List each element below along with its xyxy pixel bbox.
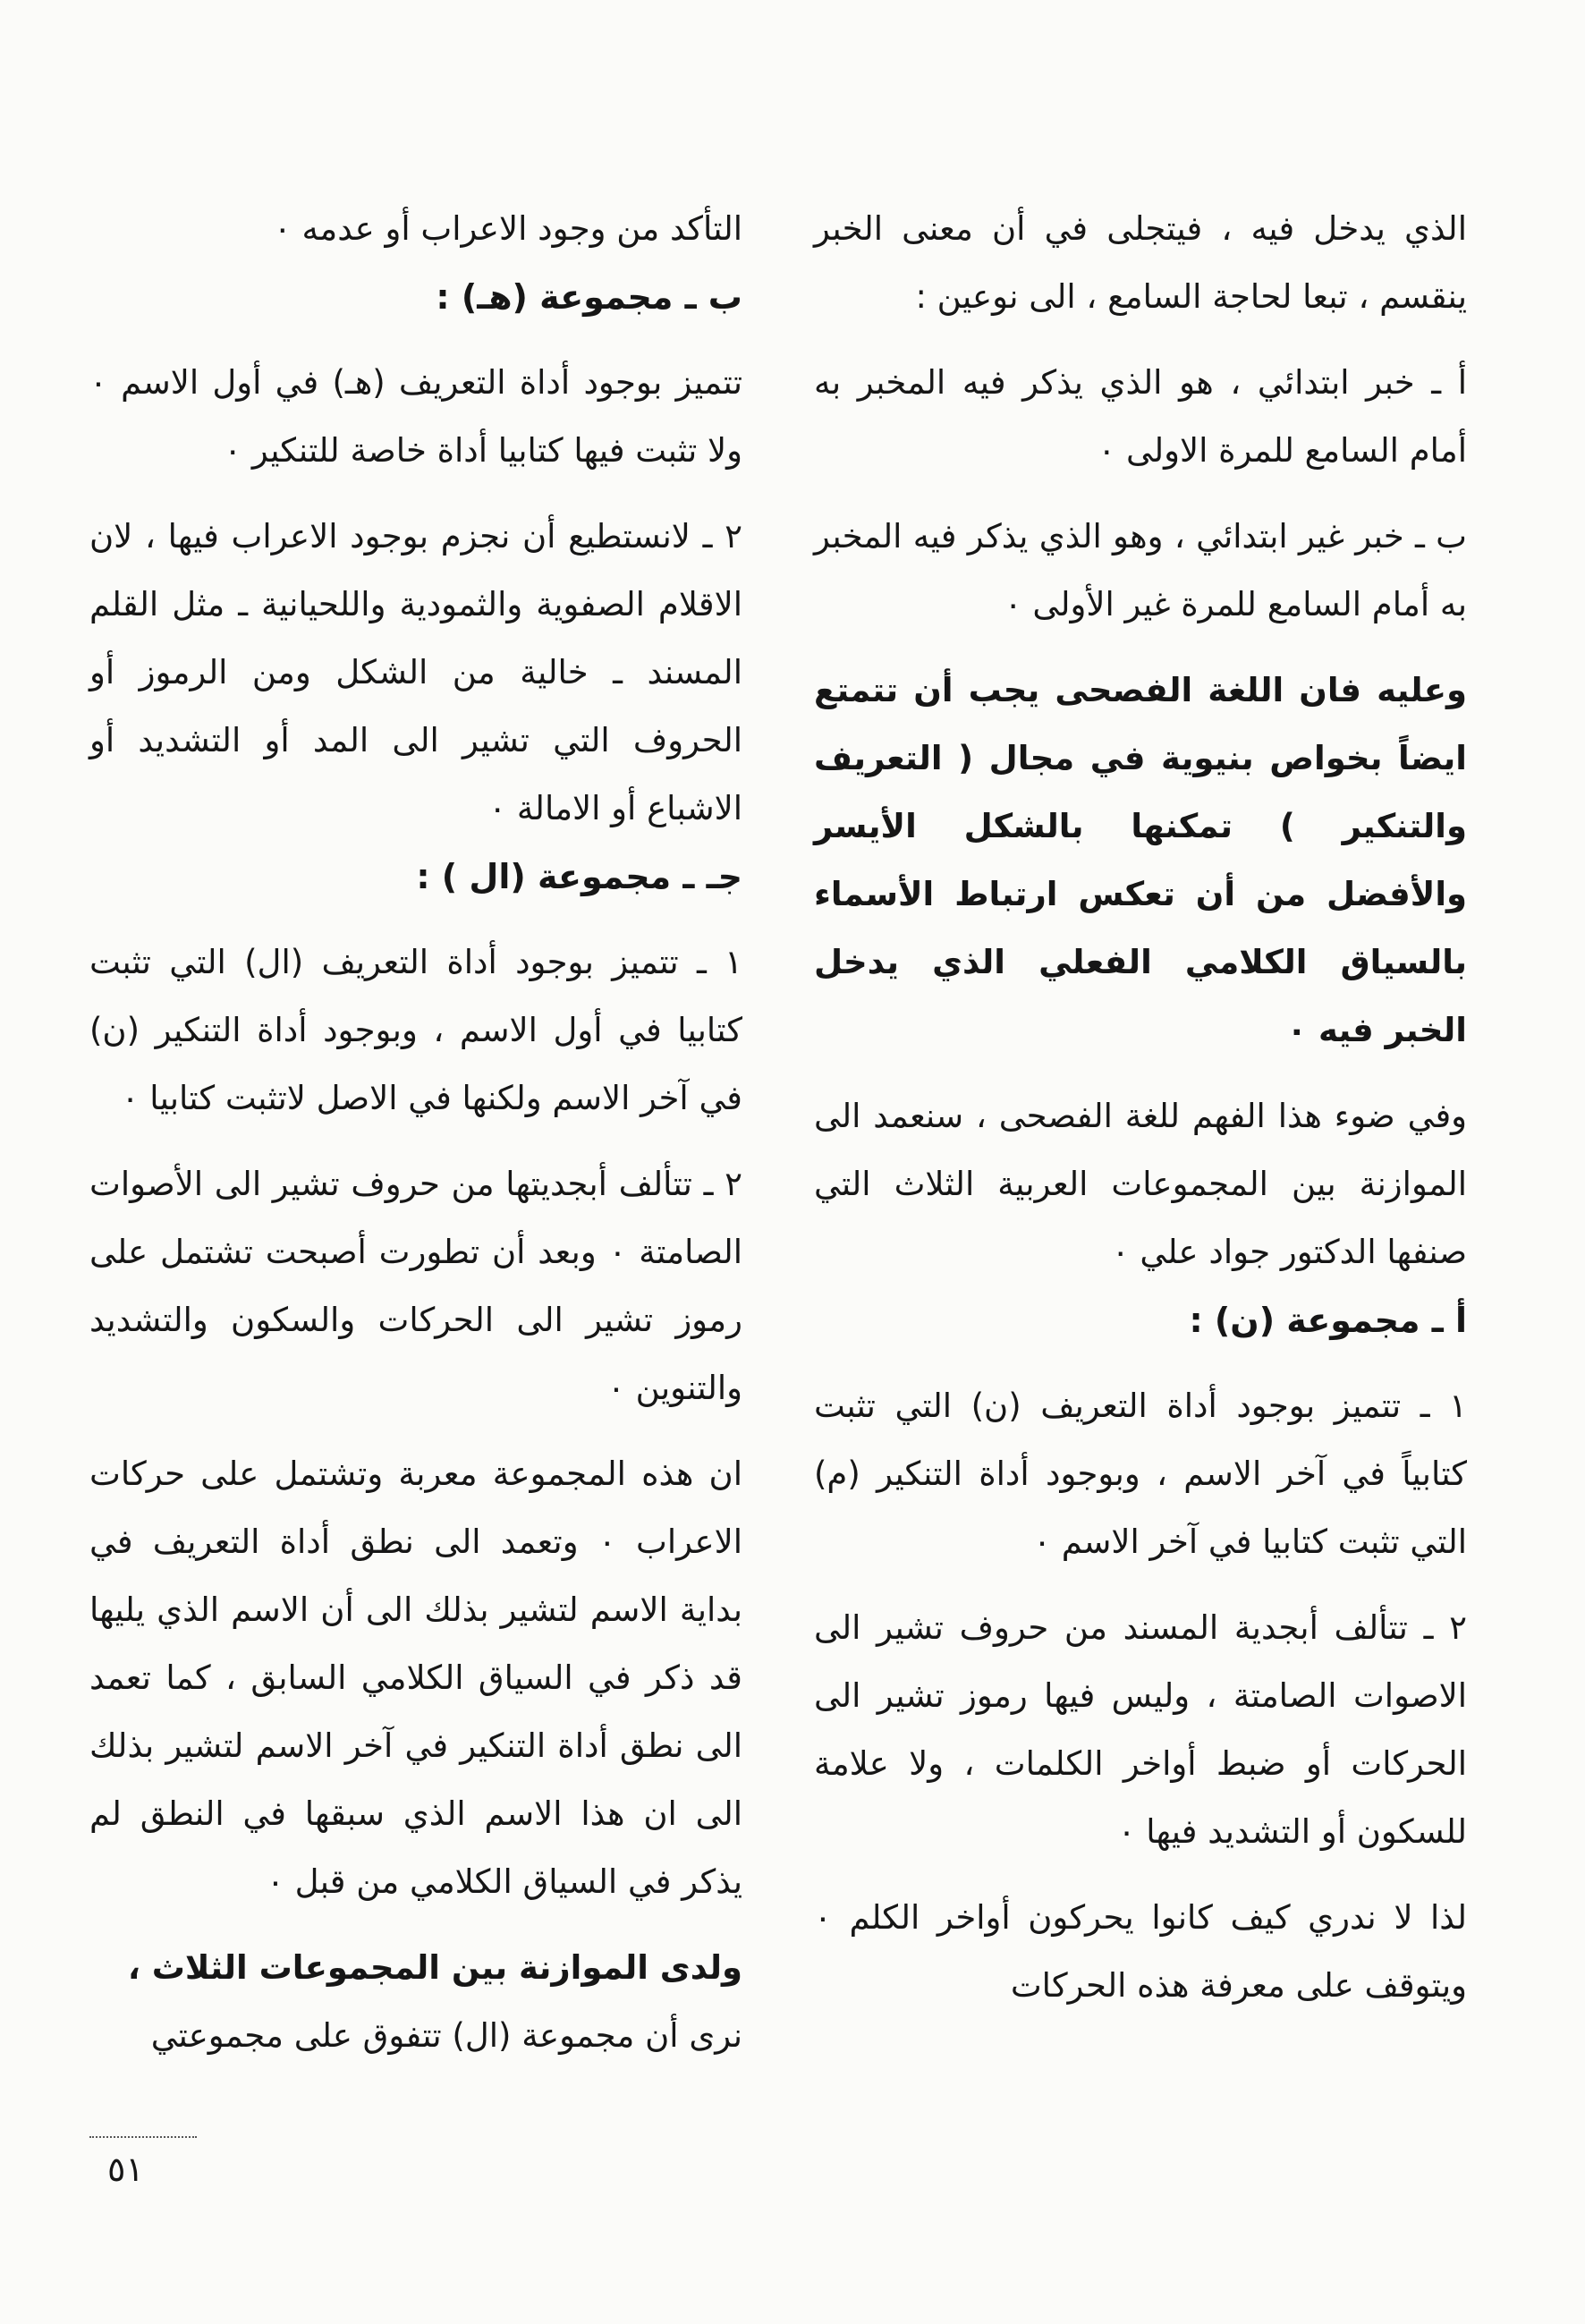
section-heading: أ ـ مجموعة (ن) : [1189, 1301, 1467, 1340]
paragraph: ٢ ـ تتألف أبجديتها من حروف تشير الى الأصوات الصامتة ٠ وبعد أن تطورت أصبحت تشتمل على رموز تشير الى الحركات والسكون والتشديد والتنوين ٠ [89, 1165, 742, 1407]
paragraph: ب ـ خبر غير ابتدائي ، وهو الذي يذكر فيه المخبر به أمام السامع للمرة غير الأولى ٠ [814, 517, 1467, 623]
bold-lead-text: ولدى الموازنة بين المجموعات الثلاث ، [127, 1948, 742, 1987]
paragraph: لذا لا ندري كيف كانوا يحركون أواخر الكلم ٠ ويتوقف على معرفة هذه الحركات [814, 1898, 1467, 2005]
paragraph: وفي ضوء هذا الفهم للغة الفصحى ، سنعمد الى الموازنة بين المجموعات العربية الثلاث التي صنفها الدكتور جواد علي ٠ [814, 1097, 1467, 1271]
right-column [814, 195, 1467, 2038]
paragraph: ١ ـ تتميز بوجود أداة التعريف (ال) التي تثبت كتابيا في أول الاسم ، وبوجود أداة التنكير (ن) في آخر الاسم ولكنها في الاصل لاتثبت كتابيا ٠ [89, 943, 742, 1117]
page-number: ٥١ [107, 2150, 144, 2189]
paragraph [89, 1934, 742, 2070]
paragraph-continuation: نرى أن مجموعة (ال) تتفوق على مجموعتي [150, 2016, 742, 2055]
section-heading: ب ـ مجموعة (هـ) : [436, 277, 742, 317]
footer-divider [89, 2136, 197, 2138]
paragraph: أ ـ خبر ابتدائي ، هو الذي يذكر فيه المخبر به أمام السامع للمرة الاولى ٠ [814, 363, 1467, 470]
paragraph: ٢ ـ تتألف أبجدية المسند من حروف تشير الى الاصوات الصامتة ، وليس فيها رموز تشير الى الحركات أو ضبط أواخر الكلمات ، ولا علامة للسكون أو التشديد فيها ٠ [814, 1608, 1467, 1851]
bold-paragraph: وعليه فان اللغة الفصحى يجب أن تتمتع ايضاً بخواص بنيوية في مجال ( التعريف والتنكير ) تمكنها بالشكل الأيسر والأفضل من أن تعكس ارتباط الأسماء بالسياق الكلامي الفعلي الذي يدخل الخبر فيه ٠ [814, 671, 1467, 1049]
paragraph: ان هذه المجموعة معربة وتشتمل على حركات الاعراب ٠ وتعمد الى نطق أداة التعريف في بداية الاسم لتشير بذلك الى أن الاسم الذي يليها قد ذكر في السياق الكلامي السابق ، كما تعمد الى نطق أداة التنكير في آخر الاسم لتشير بذلك الى ان هذا الاسم الذي سبقها في النطق لم يذكر في السياق الكلامي من قبل ٠ [89, 1455, 743, 1901]
paragraph: تتميز بوجود أداة التعريف (هـ) في أول الاسم ٠ ولا تثبت فيها كتابيا أداة خاصة للتنكير ٠ [89, 363, 742, 470]
section-heading: جـ ـ مجموعة (ال ) : [416, 857, 742, 896]
paragraph: ٢ ـ لانستطيع أن نجزم بوجود الاعراب فيها ، لان الاقلام الصفوية والثمودية واللحيانية ـ مثل القلم المسند ـ خالية من الشكل ومن الرموز أو الحروف التي تشير الى المد أو التشديد أو الاشباع أو الامالة ٠ [89, 517, 742, 827]
paragraph: ١ ـ تتميز بوجود أداة التعريف (ن) التي تثبت كتابياً في آخر الاسم ، وبوجود أداة التنكير (م) التي تثبت كتابيا في آخر الاسم ٠ [814, 1387, 1467, 1561]
paragraph: التأكد من وجود الاعراب أو عدمه ٠ [273, 209, 742, 248]
left-column [89, 195, 742, 2070]
paragraph: الذي يدخل فيه ، فيتجلى في أن معنى الخبر ينقسم ، تبعا لحاجة السامع ، الى نوعين : [814, 209, 1467, 316]
